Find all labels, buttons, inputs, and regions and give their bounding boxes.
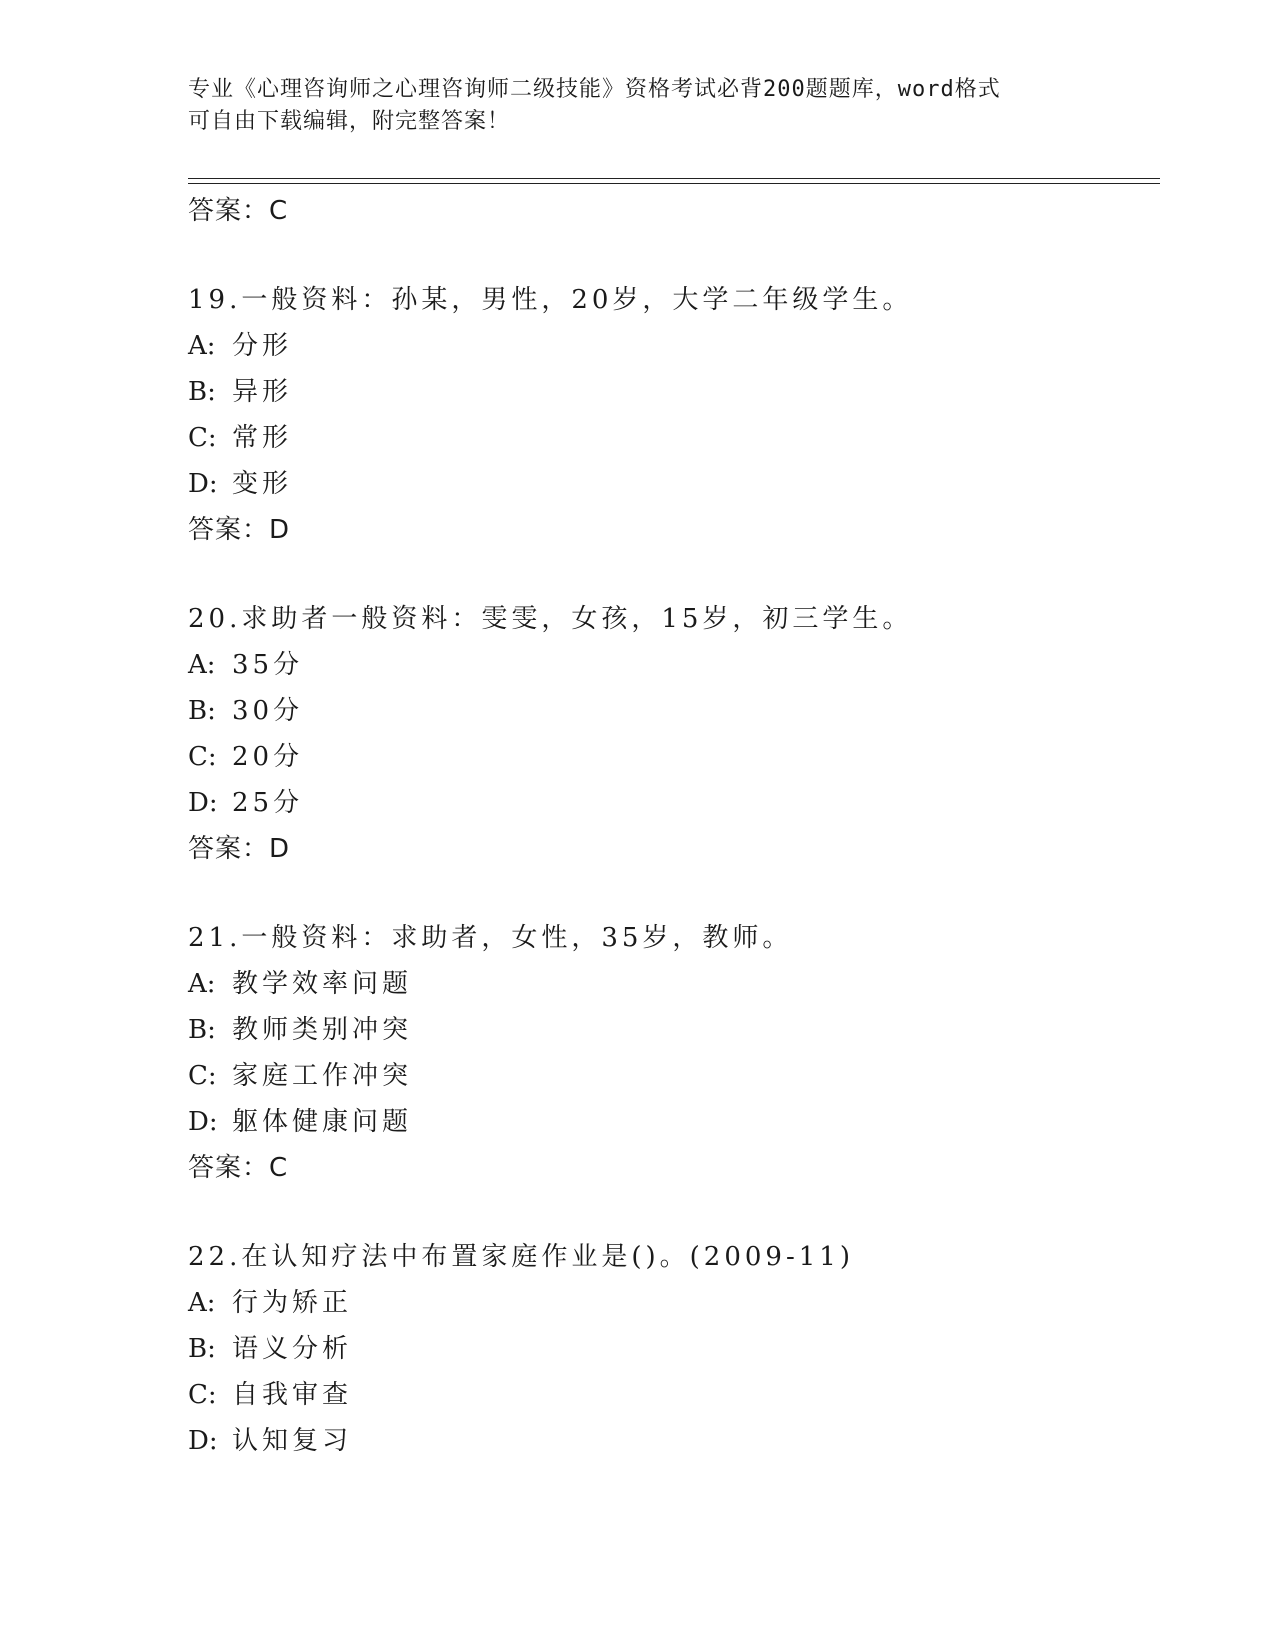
option-text: 35分 (232, 650, 304, 680)
option-text: 常形 (232, 423, 293, 453)
option-text: 躯体健康问题 (232, 1107, 413, 1137)
option-d (188, 780, 1148, 826)
option-text: 家庭工作冲突 (232, 1061, 413, 1091)
question-text: 22.在认知疗法中布置家庭作业是()。(2009-11) (188, 1242, 854, 1272)
question-block (188, 597, 1148, 872)
option-key: A: (188, 331, 216, 361)
option-c (188, 1372, 1148, 1418)
option-text: 语义分析 (232, 1334, 353, 1364)
option-text: 25分 (232, 788, 304, 818)
option-key: C: (188, 423, 217, 453)
option-text: 变形 (232, 469, 293, 499)
option-a (188, 961, 1148, 1007)
option-text: 分形 (232, 331, 293, 361)
option-key: A: (188, 1288, 216, 1318)
option-d (188, 1418, 1148, 1464)
option-a (188, 323, 1148, 369)
answer-line: 答案：D (188, 834, 291, 864)
header-line-1: 专业《心理咨询师之心理咨询师二级技能》资格考试必背200题题库，word格式 (188, 77, 1001, 102)
option-text: 异形 (232, 377, 293, 407)
option-text: 20分 (232, 742, 304, 772)
option-key: D: (188, 1426, 218, 1456)
option-c (188, 734, 1148, 780)
option-text: 认知复习 (232, 1426, 353, 1456)
option-key: B: (188, 377, 216, 407)
option-key: B: (188, 1334, 216, 1364)
answer-line: 答案：C (188, 1153, 289, 1183)
option-key: C: (188, 742, 217, 772)
option-text: 自我审查 (232, 1380, 353, 1410)
option-b (188, 1326, 1148, 1372)
question-block (188, 278, 1148, 553)
option-key: A: (188, 969, 216, 999)
option-text: 教学效率问题 (232, 969, 413, 999)
option-key: D: (188, 788, 218, 818)
option-a (188, 1280, 1148, 1326)
option-key: C: (188, 1061, 217, 1091)
header-divider-bottom (188, 183, 1160, 184)
option-text: 行为矫正 (232, 1288, 353, 1318)
option-text: 教师类别冲突 (232, 1015, 413, 1045)
question-text: 20.求助者一般资料：雯雯，女孩，15岁，初三学生。 (188, 604, 913, 634)
option-key: D: (188, 1107, 218, 1137)
option-a (188, 642, 1148, 688)
option-c (188, 415, 1148, 461)
option-key: B: (188, 696, 216, 726)
question-text: 21.一般资料：求助者，女性，35岁，教师。 (188, 923, 793, 953)
header-line-2: 可自由下载编辑，附完整答案！ (188, 109, 511, 134)
option-b (188, 1007, 1148, 1053)
option-d (188, 1099, 1148, 1145)
option-b (188, 369, 1148, 415)
header-divider-top (188, 178, 1160, 179)
option-key: D: (188, 469, 218, 499)
option-b (188, 688, 1148, 734)
question-list (188, 188, 1148, 1464)
question-block (188, 916, 1148, 1191)
option-key: C: (188, 1380, 217, 1410)
question-text: 19.一般资料：孙某，男性，20岁，大学二年级学生。 (188, 285, 913, 315)
option-key: A: (188, 650, 216, 680)
document-header (188, 74, 1088, 138)
option-c (188, 1053, 1148, 1099)
question-block (188, 1235, 1148, 1464)
option-key: B: (188, 1015, 216, 1045)
option-text: 30分 (232, 696, 304, 726)
option-d (188, 461, 1148, 507)
answer-line: 答案：D (188, 515, 291, 545)
answer-line: 答案：C (188, 196, 289, 226)
